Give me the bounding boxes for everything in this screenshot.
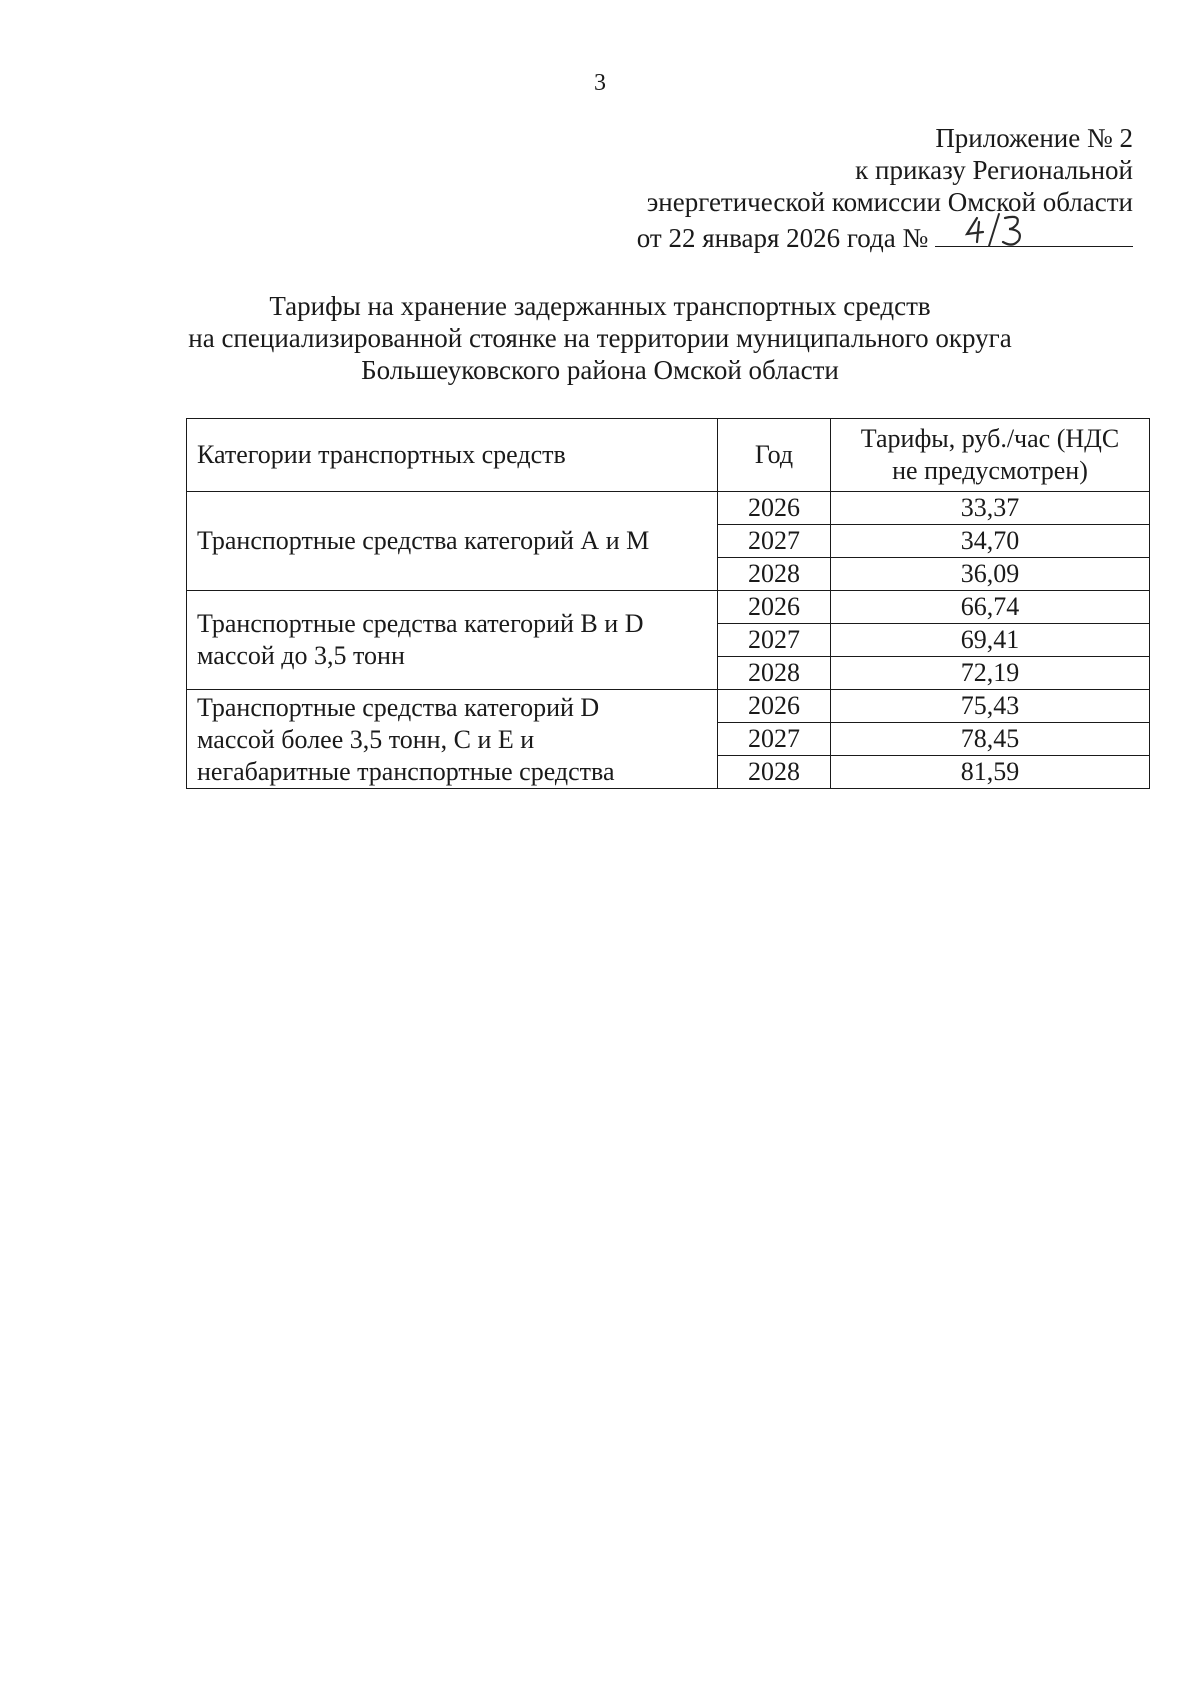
appendix-date-line <box>637 218 1133 254</box>
category-cell <box>187 591 718 690</box>
year-cell: 2026 <box>718 492 831 525</box>
category-line: негабаритные транспортные средства <box>197 757 615 786</box>
appendix-header <box>637 122 1133 254</box>
header-tariff-line-1: Тарифы, руб./час (НДС <box>860 424 1120 453</box>
category-line: Транспортные средства категорий B и D <box>197 609 644 638</box>
tariff-cell: 81,59 <box>831 756 1150 789</box>
year-cell: 2026 <box>718 591 831 624</box>
order-number-field <box>935 218 1133 247</box>
table-row <box>187 492 1150 525</box>
table-header-row <box>187 419 1150 492</box>
header-tariff-line-2: не предусмотрен) <box>892 456 1088 485</box>
tariff-cell: 75,43 <box>831 690 1150 723</box>
year-cell: 2026 <box>718 690 831 723</box>
tariff-cell: 78,45 <box>831 723 1150 756</box>
document-title <box>0 290 1200 386</box>
handwritten-order-number <box>963 210 1043 250</box>
category-line: массой более 3,5 тонн, С и Е и <box>197 725 535 754</box>
header-category: Категории транспортных средств <box>187 419 718 492</box>
category-line: массой до 3,5 тонн <box>197 641 405 670</box>
year-cell: 2028 <box>718 558 831 591</box>
table-row <box>187 690 1150 723</box>
appendix-title: Приложение № 2 <box>935 123 1133 153</box>
tariff-cell: 69,41 <box>831 624 1150 657</box>
year-cell: 2027 <box>718 723 831 756</box>
category-line: Транспортные средства категорий D <box>197 693 600 722</box>
table-row <box>187 591 1150 624</box>
year-cell: 2027 <box>718 525 831 558</box>
year-cell: 2027 <box>718 624 831 657</box>
appendix-date: от 22 января 2026 года № <box>636 223 929 253</box>
tariff-cell: 34,70 <box>831 525 1150 558</box>
category-cell: Транспортные средства категорий А и М <box>187 492 718 591</box>
category-cell <box>187 690 718 789</box>
title-line-1: Тарифы на хранение задержанных транспортных средств <box>269 291 931 321</box>
tariff-cell: 36,09 <box>831 558 1150 591</box>
title-line-2: на специализированной стоянке на территории муниципального округа <box>188 323 1012 353</box>
year-cell: 2028 <box>718 756 831 789</box>
page-number: 3 <box>594 70 606 96</box>
tariff-cell: 33,37 <box>831 492 1150 525</box>
header-tariff <box>831 419 1150 492</box>
appendix-order-ref: к приказу Региональной <box>855 155 1133 185</box>
appendix-commission: энергетической комиссии Омской области <box>646 187 1133 217</box>
year-cell: 2028 <box>718 657 831 690</box>
header-year: Год <box>718 419 831 492</box>
tariff-cell: 66,74 <box>831 591 1150 624</box>
tariffs-table <box>186 418 1150 789</box>
title-line-3: Большеуковского района Омской области <box>361 355 839 385</box>
tariff-cell: 72,19 <box>831 657 1150 690</box>
